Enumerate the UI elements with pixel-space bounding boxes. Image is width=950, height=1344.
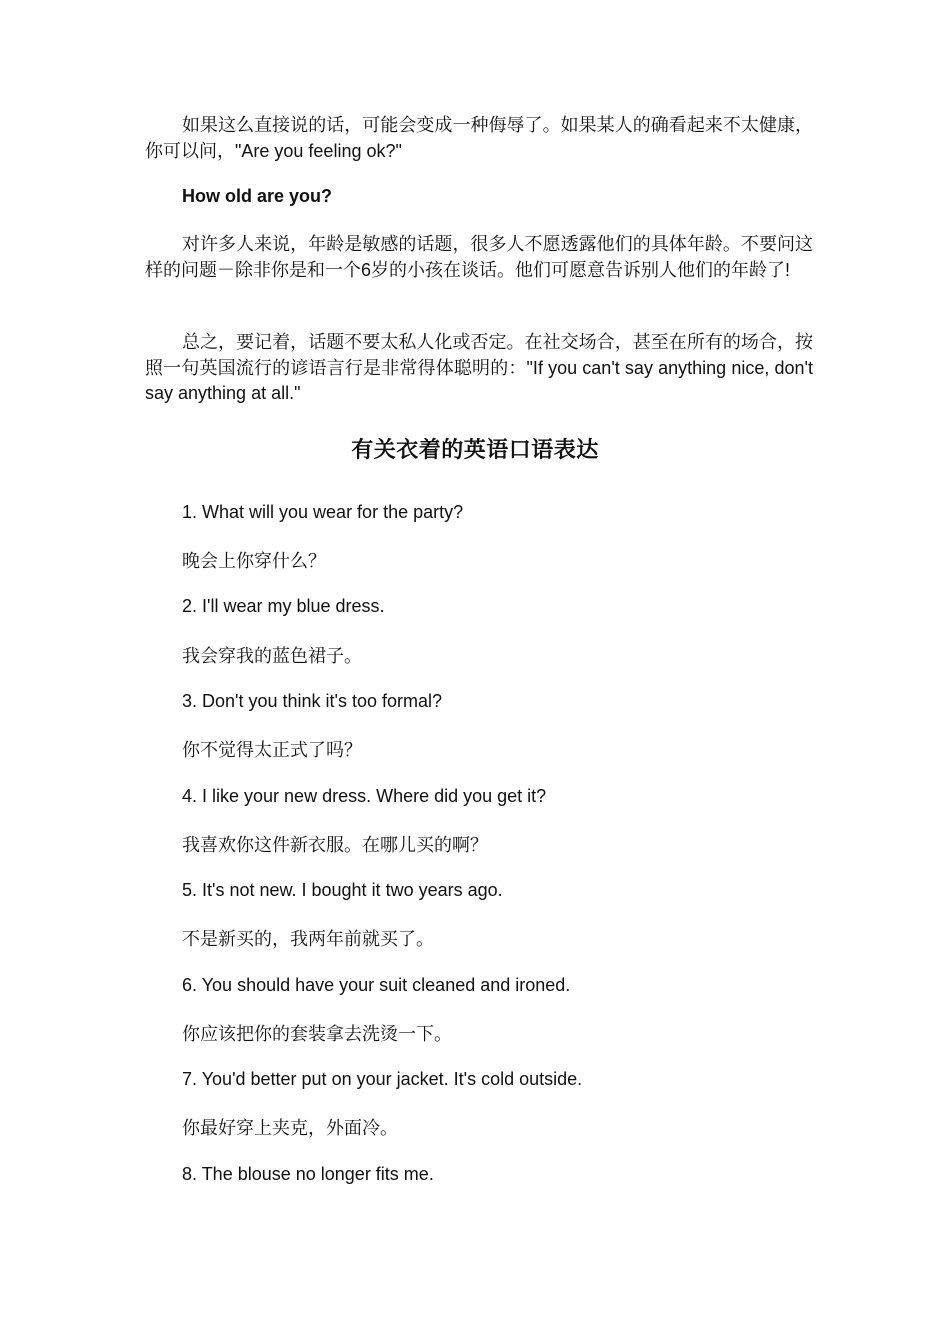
paragraph-age-num: 6 xyxy=(361,259,372,280)
phrase-1-en: 1. What will you wear for the party? xyxy=(182,502,464,522)
phrase-6-zh: 你应该把你的套装拿去洗烫一下。 xyxy=(182,1024,452,1045)
phrase-3-en: 3. Don't you think it's too formal? xyxy=(182,691,442,711)
phrase-2-zh: 我会穿我的蓝色裙子。 xyxy=(182,646,362,667)
phrase-5-zh: 不是新买的，我两年前就买了。 xyxy=(182,929,434,950)
paragraph-age-zh-a: 对许多人来说，年龄是敏感的话题，很多人不愿透露他们的具体年龄。不要问这样的问题－除非你是和一个 xyxy=(145,234,813,281)
paragraph-summary-zh: 总之，要记着，话题不要太私人化或否定。在社交场合，甚至在所有的场合，按照一句英国流行的谚语言行是非常得体聪明的： xyxy=(145,332,813,379)
paragraph-health xyxy=(145,114,813,164)
phrase-8-en: 8. The blouse no longer fits me. xyxy=(182,1164,434,1184)
phrase-4-en: 4. I like your new dress. Where did you get it? xyxy=(182,786,547,806)
phrase-3-zh: 你不觉得太正式了吗？ xyxy=(182,740,362,761)
phrase-7-zh: 你最好穿上夹克，外面冷。 xyxy=(182,1118,398,1139)
paragraph-age-zh-b: 岁的小孩在谈话。他们可愿意告诉别人他们的年龄了 xyxy=(371,259,786,281)
phrase-5-en: 5. It's not new. I bought it two years ago. xyxy=(182,880,503,900)
heading-how-old: How old are you? xyxy=(182,186,333,206)
paragraph-summary-en: "If you can't say anything nice, don't say anything at all." xyxy=(145,357,813,403)
paragraph-health-en: "Are you feeling ok?" xyxy=(235,140,402,161)
section-title: 有关衣着的英语口语表达 xyxy=(351,437,599,463)
paragraph-summary xyxy=(145,331,813,407)
phrase-2-en: 2. I'll wear my blue dress. xyxy=(182,596,385,616)
phrase-6-en: 6. You should have your suit cleaned and ironed. xyxy=(182,975,571,995)
phrase-4-zh: 我喜欢你这件新衣服。在哪儿买的啊？ xyxy=(182,835,488,856)
phrase-7-en: 7. You'd better put on your jacket. It's cold outside. xyxy=(182,1069,583,1089)
paragraph-age xyxy=(145,233,813,283)
paragraph-age-excl: ! xyxy=(785,259,791,280)
phrase-1-zh: 晚会上你穿什么？ xyxy=(182,551,326,572)
paragraph-health-zh: 如果这么直接说的话，可能会变成一种侮辱了。如果某人的确看起来不太健康，你可以问， xyxy=(145,115,813,162)
